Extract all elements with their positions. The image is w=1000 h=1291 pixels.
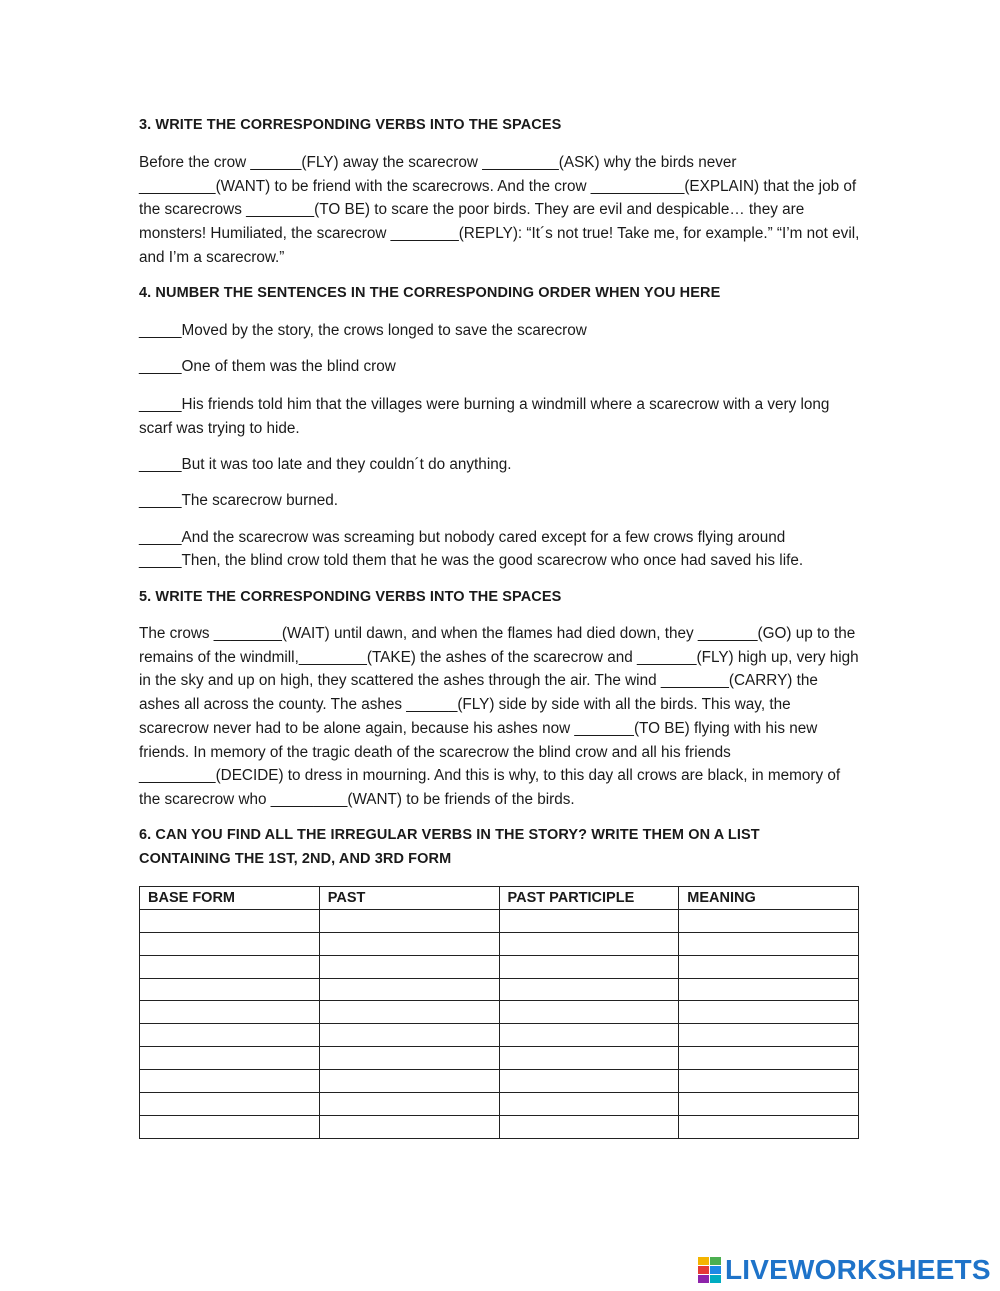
logo-block xyxy=(710,1257,721,1265)
answer-cell[interactable] xyxy=(499,1024,679,1047)
logo-block xyxy=(698,1275,709,1283)
answer-cell[interactable] xyxy=(140,1024,320,1047)
logo-block xyxy=(710,1275,721,1283)
answer-cell[interactable] xyxy=(679,978,859,1001)
logo-block xyxy=(710,1266,721,1274)
order-sentence: _____Moved by the story, the crows longed to save the scarecrow xyxy=(139,322,587,339)
logo-block xyxy=(698,1266,709,1274)
answer-cell[interactable] xyxy=(319,1115,499,1138)
answer-cell[interactable] xyxy=(140,978,320,1001)
order-sentence: _____One of them was the blind crow xyxy=(139,358,396,375)
answer-cell[interactable] xyxy=(319,1024,499,1047)
header-past: PAST xyxy=(319,887,499,910)
section-5-paragraph xyxy=(139,622,861,812)
section-6-heading-line2: CONTAINING THE 1ST, 2ND, AND 3RD FORM xyxy=(139,851,452,867)
answer-cell[interactable] xyxy=(679,1070,859,1093)
order-sentence: _____And the scarecrow was screaming but nobody cared except for a few crows flying around xyxy=(139,529,786,546)
answer-cell[interactable] xyxy=(140,1047,320,1070)
answer-cell[interactable] xyxy=(319,955,499,978)
answer-cell[interactable] xyxy=(679,1093,859,1116)
order-sentence: _____The scarecrow burned. xyxy=(139,492,338,509)
answer-cell[interactable] xyxy=(499,1070,679,1093)
answer-cell[interactable] xyxy=(679,1115,859,1138)
answer-cell[interactable] xyxy=(499,1047,679,1070)
liveworksheets-logo xyxy=(698,1253,991,1287)
answer-cell[interactable] xyxy=(499,955,679,978)
table-body xyxy=(140,909,859,1138)
answer-cell[interactable] xyxy=(499,1115,679,1138)
section-4-heading: 4. NUMBER THE SENTENCES IN THE CORRESPONDING ORDER WHEN YOU HERE xyxy=(139,285,721,301)
answer-cell[interactable] xyxy=(499,932,679,955)
answer-cell[interactable] xyxy=(140,1093,320,1116)
header-past-participle: PAST PARTICIPLE xyxy=(499,887,679,910)
order-sentence: _____Then, the blind crow told them that he was the good scarecrow who once had saved his life. xyxy=(139,552,804,569)
irregular-verbs-table xyxy=(139,886,859,1139)
answer-cell[interactable] xyxy=(679,1024,859,1047)
table-row xyxy=(140,1001,859,1024)
answer-cell[interactable] xyxy=(679,932,859,955)
answer-cell[interactable] xyxy=(679,955,859,978)
table-header-row xyxy=(140,887,859,910)
table-row xyxy=(140,1024,859,1047)
table-row xyxy=(140,932,859,955)
section-5-text: The crows ________(WAIT) until dawn, and when the flames had died down, they _______(GO) up to the remains of the windmill,________(TAKE) the ashes of the scarecrow and _______(FLY) high up, very high in the sky and up on high, they scattered the ashes through the air. The wind ________(CARRY) the ashes all across the county. The ashes ______(FLY) side by side with all the birds. This way, the scarecrow never had to be alone again, because his ashes now _______(TO BE) flying with his new friends. In memory of the tragic death of the scarecrow the blind crow and all his friends _________(DECIDE) to dress in mourning. And this is why, to this day all crows are black, in memory of the scarecrow who _________(WANT) to be friends of the birds. xyxy=(139,625,859,808)
answer-cell[interactable] xyxy=(319,1070,499,1093)
answer-cell[interactable] xyxy=(319,1093,499,1116)
table-row xyxy=(140,1070,859,1093)
table-row xyxy=(140,978,859,1001)
order-sentence: _____But it was too late and they couldn´t do anything. xyxy=(139,456,512,473)
section-3-heading: 3. WRITE THE CORRESPONDING VERBS INTO THE SPACES xyxy=(139,117,562,133)
answer-cell[interactable] xyxy=(679,1001,859,1024)
answer-cell[interactable] xyxy=(140,955,320,978)
answer-cell[interactable] xyxy=(499,1093,679,1116)
answer-cell[interactable] xyxy=(140,1070,320,1093)
logo-block xyxy=(698,1257,709,1265)
header-base-form: BASE FORM xyxy=(140,887,320,910)
table-row xyxy=(140,1115,859,1138)
section-3-text: Before the crow ______(FLY) away the scarecrow _________(ASK) why the birds never _________(WANT) to be friend with the scarecrows. And the crow ___________(EXPLAIN) that the job of the scarecrows ________(TO BE) to scare the poor birds. They are evil and despicable… they are monsters! Humiliated, the scarecrow ________(REPLY): “It´s not true! Take me, for example.” “I’m not evil, and I’m a scarecrow.” xyxy=(139,154,860,266)
logo-text: LIVEWORKSHEETS xyxy=(725,1254,991,1285)
table-row xyxy=(140,1093,859,1116)
table-row xyxy=(140,1047,859,1070)
section-6-heading-line1: 6. CAN YOU FIND ALL THE IRREGULAR VERBS IN THE STORY? WRITE THEM ON A LIST xyxy=(139,827,760,843)
table-row xyxy=(140,955,859,978)
answer-cell[interactable] xyxy=(140,932,320,955)
answer-cell[interactable] xyxy=(319,909,499,932)
answer-cell[interactable] xyxy=(499,1001,679,1024)
answer-cell[interactable] xyxy=(140,1115,320,1138)
answer-cell[interactable] xyxy=(140,1001,320,1024)
answer-cell[interactable] xyxy=(679,909,859,932)
header-meaning: MEANING xyxy=(679,887,859,910)
answer-cell[interactable] xyxy=(499,909,679,932)
answer-cell[interactable] xyxy=(499,978,679,1001)
logo-blocks-icon xyxy=(698,1257,721,1283)
answer-cell[interactable] xyxy=(319,978,499,1001)
section-3-paragraph xyxy=(139,151,861,270)
answer-cell[interactable] xyxy=(319,1001,499,1024)
answer-cell[interactable] xyxy=(319,1047,499,1070)
answer-cell[interactable] xyxy=(679,1047,859,1070)
section-5-heading: 5. WRITE THE CORRESPONDING VERBS INTO THE SPACES xyxy=(139,589,562,605)
answer-cell[interactable] xyxy=(319,932,499,955)
answer-cell[interactable] xyxy=(140,909,320,932)
order-sentence: _____His friends told him that the villages were burning a windmill where a scarecrow with a very long scarf was trying to hide. xyxy=(139,396,830,437)
table-row xyxy=(140,909,859,932)
